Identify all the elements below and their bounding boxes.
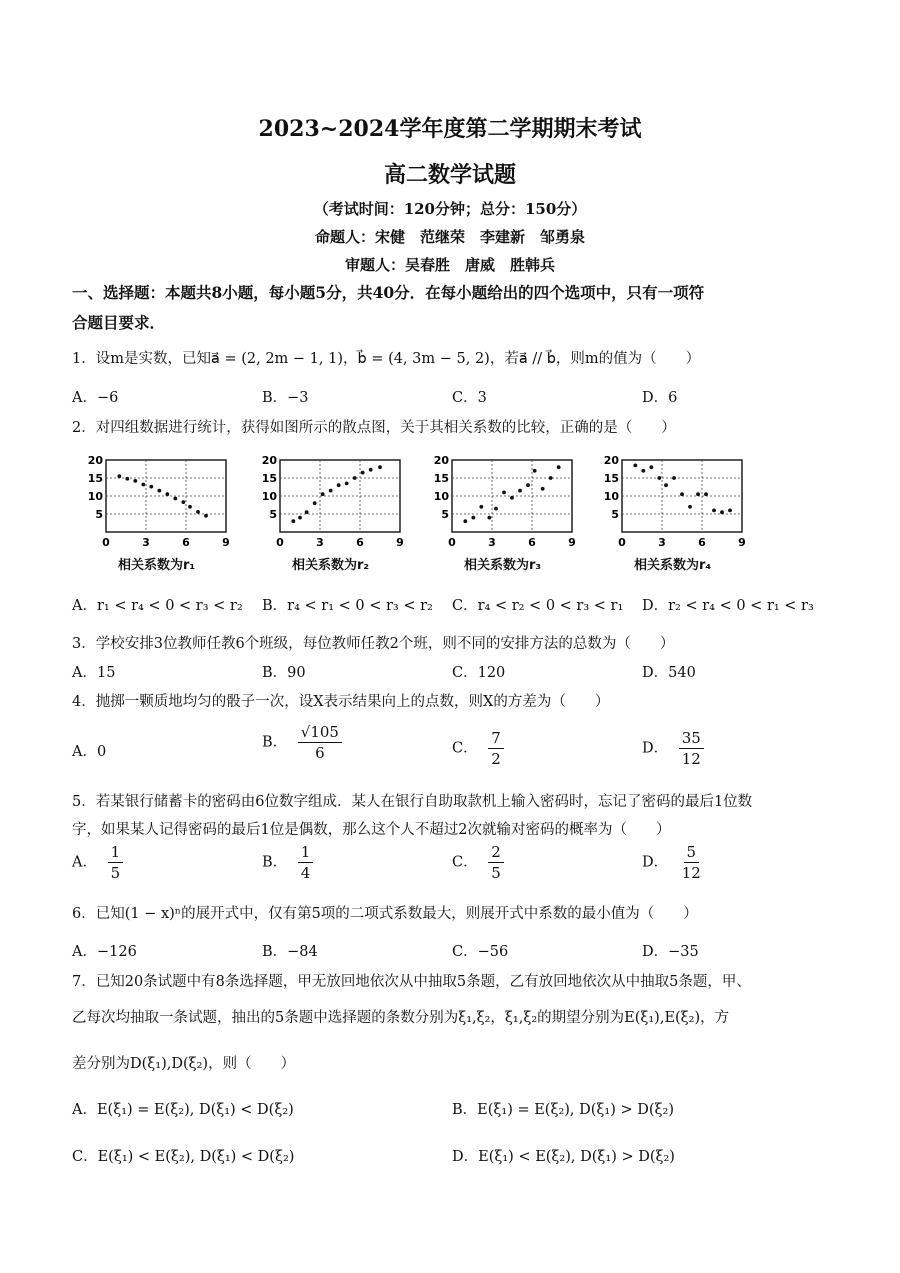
fraction: $\frac{√105}{6}$ — [298, 722, 342, 763]
q3-option-a: A．15 — [72, 665, 116, 681]
scatter-point — [688, 505, 692, 509]
scatter-point — [378, 465, 382, 469]
section-heading: 一、选择题：本题共8小题，每小题5分，共40分．在每小题给出的四个选项中，只有一项符 合题目要求． — [72, 283, 705, 332]
q3-option-d: D．540 — [642, 665, 696, 681]
scatter-point — [720, 510, 724, 514]
scatter-point — [502, 491, 506, 495]
scatter-point — [712, 509, 716, 513]
scatter-point — [510, 496, 514, 500]
scatter-point — [664, 483, 668, 487]
y-tick-label: 10 — [603, 490, 619, 503]
scatter-point — [291, 519, 295, 523]
scatter-point — [188, 505, 192, 509]
scatter-plot-r2 — [258, 452, 408, 552]
q6-option-d: D．−35 — [642, 944, 699, 960]
y-tick-label: 15 — [603, 472, 619, 485]
q5-option-d: D． $\frac{5}{12}$ — [642, 842, 704, 883]
scatter-point — [633, 464, 637, 468]
scatter-point — [463, 519, 467, 523]
scatter-point — [672, 476, 676, 480]
x-tick-label: 9 — [738, 536, 746, 549]
scatter-point — [353, 476, 357, 480]
scatter-point — [549, 476, 553, 480]
y-tick-label: 20 — [603, 454, 619, 467]
scatter-point — [149, 485, 153, 489]
q1-option-d: D．6 — [642, 390, 678, 406]
scatter-point — [165, 492, 169, 496]
caption-r1: 相关系数为r₁ — [118, 558, 196, 573]
fraction: $\frac{1}{4}$ — [298, 842, 314, 883]
q7-option-a: A．E(ξ₁) = E(ξ₂), D(ξ₁) < D(ξ₂) — [72, 1102, 294, 1118]
scatter-point — [181, 500, 185, 504]
q2-option-a: A．r₁ < r₄ < 0 < r₃ < r₂ — [72, 598, 243, 614]
q1-option-b: B．−3 — [262, 390, 309, 406]
question-2: 2．对四组数据进行统计，获得如图所示的散点图，关于其相关系数的比较，正确的是（ ） — [72, 420, 676, 436]
x-tick-label: 0 — [618, 536, 626, 549]
question-1: 1．设m是实数，已知a⃗ = (2, 2m − 1, 1)，b⃗ = (4, 3m − 5, 2)，若a⃗ // b⃗，则m的值为（ ） — [72, 351, 701, 367]
x-tick-label: 3 — [142, 536, 150, 549]
x-tick-label: 3 — [316, 536, 324, 549]
caption-r2: 相关系数为r₂ — [292, 558, 370, 573]
fraction: $\frac{35}{12}$ — [679, 728, 704, 769]
reviewers: 审题人：吴春胜 唐威 胜韩兵 — [344, 256, 555, 274]
scatter-point — [345, 482, 349, 486]
x-tick-label: 9 — [568, 536, 576, 549]
scatter-point — [641, 469, 645, 473]
scatter-point — [696, 492, 700, 496]
y-tick-label: 10 — [261, 490, 277, 503]
scatter-point — [321, 492, 325, 496]
x-tick-label: 0 — [448, 536, 456, 549]
scatter-point — [117, 474, 121, 478]
q4-option-a: A．0 — [72, 744, 107, 760]
scatter-point — [329, 489, 333, 493]
question-4: 4．抛掷一颗质地均匀的骰子一次，设X表示结果向上的点数，则X的方差为（ ） — [72, 694, 610, 710]
x-tick-label: 6 — [698, 536, 706, 549]
q2-option-d: D．r₂ < r₄ < 0 < r₁ < r₃ — [642, 598, 814, 614]
q4-option-c: C． $\frac{7}{2}$ — [452, 728, 504, 769]
scatter-point — [479, 505, 483, 509]
q1-option-a: A．−6 — [72, 390, 119, 406]
x-tick-label: 6 — [528, 536, 536, 549]
scatter-point — [157, 489, 161, 493]
scatter-point — [728, 509, 732, 513]
scatter-point — [704, 492, 708, 496]
question-6: 6．已知(1 − x)ⁿ的展开式中，仅有第5项的二项式系数最大，则展开式中系数的最小值为（ ） — [72, 906, 698, 922]
x-tick-label: 0 — [276, 536, 284, 549]
exam-title: 2023~2024学年度第二学期期末考试 — [258, 116, 642, 142]
x-tick-label: 6 — [182, 536, 190, 549]
q7-option-b: B．E(ξ₁) = E(ξ₂), D(ξ₁) > D(ξ₂) — [452, 1102, 674, 1118]
scatter-point — [657, 476, 661, 480]
question-7-line-3: 差分别为D(ξ₁),D(ξ₂)，则（ ） — [72, 1056, 296, 1072]
y-tick-label: 15 — [433, 472, 449, 485]
scatter-point — [125, 477, 129, 481]
q3-option-c: C．120 — [452, 665, 506, 681]
q6-option-b: B．−84 — [262, 944, 318, 960]
exam-info: （考试时间：120分钟；总分：150分） — [313, 200, 587, 218]
scatter-point — [487, 516, 491, 520]
q7-option-c: C．E(ξ₁) < E(ξ₂), D(ξ₁) < D(ξ₂) — [72, 1149, 295, 1165]
q1-option-c: C．3 — [452, 390, 487, 406]
scatter-point — [133, 479, 137, 483]
y-tick-label: 5 — [95, 508, 103, 521]
q5-option-c: C． $\frac{2}{5}$ — [452, 842, 504, 883]
scatter-point — [680, 492, 684, 496]
y-tick-label: 10 — [433, 490, 449, 503]
scatter-point — [313, 501, 317, 505]
y-tick-label: 5 — [269, 508, 277, 521]
question-3: 3．学校安排3位教师任教6个班级，每位教师任教2个班，则不同的安排方法的总数为（ ） — [72, 636, 675, 652]
scatter-point — [541, 487, 545, 491]
fraction: $\frac{2}{5}$ — [488, 842, 504, 883]
x-tick-label: 0 — [102, 536, 110, 549]
scatter-point — [557, 465, 561, 469]
x-tick-label: 9 — [222, 536, 230, 549]
scatter-point — [526, 483, 530, 487]
scatter-point — [196, 510, 200, 514]
question-5-line-2: 字，如果某人记得密码的最后1位是偶数，那么这个人不超过2次就输对密码的概率为（ ） — [72, 822, 671, 838]
q3-option-b: B．90 — [262, 665, 306, 681]
q5-option-b: B． $\frac{1}{4}$ — [262, 842, 313, 883]
scatter-point — [141, 483, 145, 487]
q4-option-b: B． $\frac{√105}{6}$ — [262, 722, 342, 763]
caption-r4: 相关系数为r₄ — [634, 558, 712, 573]
x-tick-label: 6 — [356, 536, 364, 549]
y-tick-label: 20 — [261, 454, 277, 467]
y-tick-label: 20 — [433, 454, 449, 467]
scatter-point — [533, 469, 537, 473]
scatter-point — [518, 489, 522, 493]
q4-option-d: D． $\frac{35}{12}$ — [642, 728, 704, 769]
scatter-point — [173, 497, 177, 501]
scatter-point — [471, 516, 475, 520]
exam-subtitle: 高二数学试题 — [383, 162, 516, 188]
q2-option-c: C．r₄ < r₂ < 0 < r₃ < r₁ — [452, 598, 624, 614]
fraction: $\frac{7}{2}$ — [488, 728, 504, 769]
scatter-point — [649, 465, 653, 469]
question-5-line-1: 5．若某银行储蓄卡的密码由6位数字组成．某人在银行自助取款机上输入密码时，忘记了密码的最后1位数 — [72, 794, 753, 810]
y-tick-label: 10 — [87, 490, 103, 503]
scatter-point — [369, 468, 373, 472]
scatter-point — [494, 507, 498, 511]
q6-option-a: A．−126 — [72, 944, 137, 960]
q2-option-b: B．r₄ < r₁ < 0 < r₃ < r₂ — [262, 598, 433, 614]
scatter-point — [298, 516, 302, 520]
scatter-point — [361, 471, 365, 475]
y-tick-label: 15 — [261, 472, 277, 485]
y-tick-label: 20 — [87, 454, 103, 467]
fraction: $\frac{1}{5}$ — [108, 842, 124, 883]
question-7-line-1: 7．已知20条试题中有8条选择题，甲无放回地依次从中抽取5条题，乙有放回地依次从中抽取5条题，甲、 — [72, 974, 751, 990]
x-tick-label: 3 — [488, 536, 496, 549]
scatter-plot-r1 — [84, 452, 234, 552]
scatter-plot-r3 — [430, 452, 580, 552]
question-7-line-2: 乙每次均抽取一条试题，抽出的5条题中选择题的条数分别为ξ₁,ξ₂，ξ₁,ξ₂的期望分别为E(ξ₁),E(ξ₂)，方 — [72, 1010, 730, 1026]
setters: 命题人：宋健 范继荣 李建新 邹勇泉 — [314, 228, 585, 246]
y-tick-label: 5 — [611, 508, 619, 521]
y-tick-label: 15 — [87, 472, 103, 485]
q5-option-a: A． $\frac{1}{5}$ — [72, 842, 123, 883]
scatter-point — [337, 483, 341, 487]
caption-r3: 相关系数为r₃ — [464, 558, 542, 573]
scatter-point — [305, 510, 309, 514]
scatter-point — [204, 514, 208, 518]
q6-option-c: C．−56 — [452, 944, 509, 960]
q7-option-d: D．E(ξ₁) < E(ξ₂), D(ξ₁) > D(ξ₂) — [452, 1149, 675, 1165]
scatter-plot-r4 — [600, 452, 750, 552]
x-tick-label: 9 — [396, 536, 404, 549]
y-tick-label: 5 — [441, 508, 449, 521]
x-tick-label: 3 — [658, 536, 666, 549]
fraction: $\frac{5}{12}$ — [681, 843, 701, 882]
